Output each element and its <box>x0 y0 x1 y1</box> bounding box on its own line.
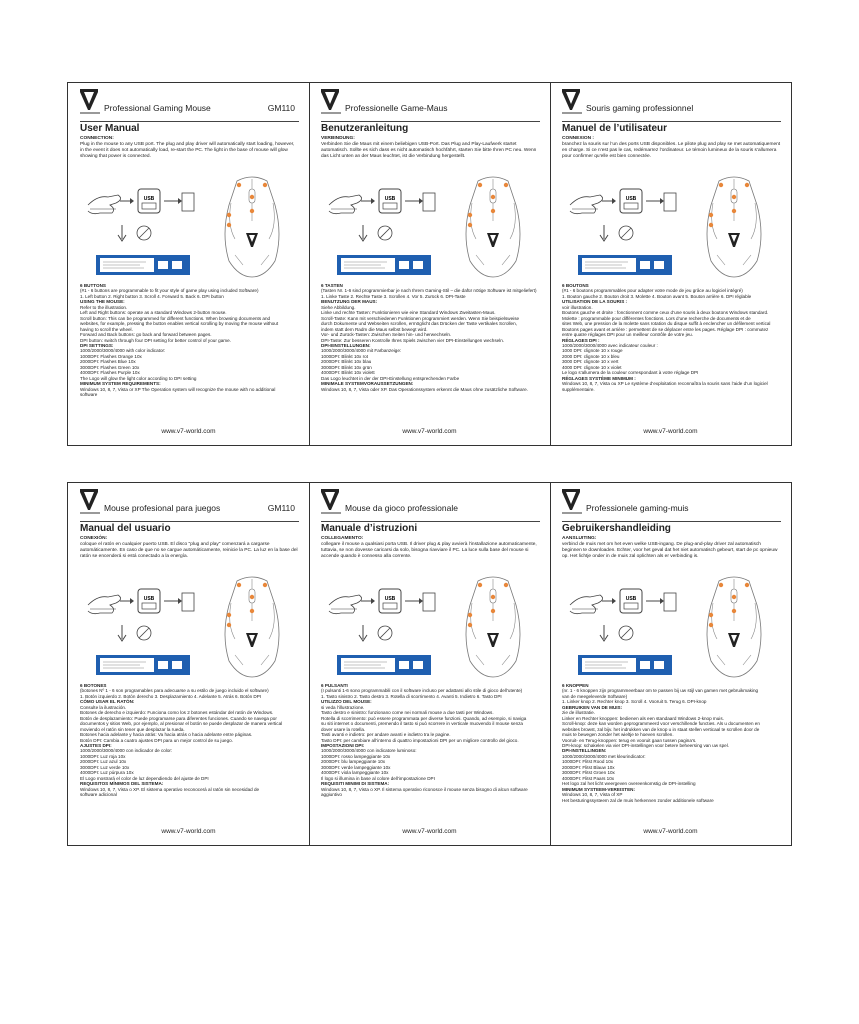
instruction-line: Left and Right buttons: operate as a standard Windows 2-button mouse. <box>80 310 227 316</box>
mouse-diagram <box>217 175 287 279</box>
instruction-line: 1000/2000/3000/4000 con indicador de color: <box>80 748 173 754</box>
mouse-diagram <box>458 575 528 679</box>
sheet-bottom <box>67 482 792 846</box>
instruction-line: Windows 10, 8, 7, Vista or XP The Operation system will recognize the mouse with no additional <box>80 386 276 392</box>
manual-panel <box>68 83 309 445</box>
manual-panel <box>309 83 550 445</box>
instruction-line: Il logo si illumina in base al colore dell’impostazione DPI <box>321 775 435 781</box>
mouse-diagram <box>217 575 287 679</box>
instructions-section <box>321 283 540 392</box>
footer-url[interactable]: www.v7-world.com <box>643 828 698 835</box>
illustration <box>323 575 540 685</box>
instruction-line: Tasto DPI: per cambiare all’interno di quattro impostazioni DPI per un migliore controllo del gioco. <box>321 737 519 743</box>
product-title: Professional Gaming Mouse <box>104 103 211 113</box>
instruction-line: 2000DPI: Luz azul 10x <box>80 759 127 765</box>
instruction-line: having to scroll the wheel. <box>80 326 133 332</box>
section-heading: 6 BOUTONS <box>562 283 589 288</box>
logo-subline <box>321 112 341 114</box>
instruction-line: Le logo s’allumera de la couleur correspondant à votre réglage DPI <box>562 370 699 376</box>
usb-plug-illustration <box>568 575 678 655</box>
instruction-line: DPI-Taste: Zur besseren Kontrolle Ihres Spiels zwischen vier DPI-Einstellungen wechseln. <box>321 337 505 343</box>
mouse-diagram <box>699 575 769 679</box>
footer-url[interactable]: www.v7-world.com <box>643 428 698 435</box>
instruction-line: 1000DPI: Luz roja 10x <box>80 753 126 759</box>
instruction-line: Botón DPI: Cambia a cuatro ajustes DPI para un mejor control de su juego. <box>80 737 233 743</box>
illustration <box>323 175 540 285</box>
instruction-line: zie de illustratie. <box>562 710 595 716</box>
instruction-line: 1000/2000/3000/4000 con indicatore luminoso: <box>321 748 417 754</box>
instruction-line: voir illustration. <box>562 304 593 310</box>
instruction-line: 3000DPI: Blinkt 10x grün <box>321 364 372 370</box>
section-heading: REQUISITI MINIMI DI SISTEMA: <box>321 781 390 787</box>
usb-label: USB <box>384 596 396 602</box>
instruction-line: indem statt dem Radm die Maus selbst bewegt wird. <box>321 326 428 332</box>
instruction-line: Linke und rechte Tasten: Funktionieren wie eine Standard Windows Zweitasten-Maus. <box>321 310 496 316</box>
panel-header <box>80 489 301 521</box>
instruction-line: The Logo will glow the light color according to DPI setting <box>80 375 197 381</box>
product-title: Mouse profesional para juegos <box>104 503 221 513</box>
product-title: Professionelle Game-Maus <box>345 103 448 113</box>
instruction-line: 4000DPI: Flashes Purple 10x <box>80 370 140 376</box>
instruction-line: dover usare la rotella. <box>321 726 366 732</box>
manual-title: User Manual <box>80 123 140 134</box>
instruction-line: 3000DPI: verde lampeggiante 10x <box>321 764 391 770</box>
instructions-section <box>562 283 781 392</box>
panel-header <box>562 489 783 521</box>
section-heading: UTILISATION DE LA SOURIS : <box>562 299 628 305</box>
connection-section <box>562 536 781 560</box>
section-heading: 6 BUTTONS <box>80 283 106 288</box>
section-heading: 6 BOTONES <box>80 683 107 688</box>
software-screen-illustration <box>578 255 672 275</box>
panel-header <box>321 89 542 121</box>
instruction-line: (Tasten Nr. 1-6 sind programmierbar je nach Ihrem Gaming-Stil – die dafür nötige Software ist mitgeliefert) <box>321 288 537 294</box>
section-heading: USING THE MOUSE: <box>80 299 125 305</box>
section-heading: MINIMUM SYSTEEM-VEREISTEN: <box>562 786 635 792</box>
instruction-line: 2000DPI: Flashes Blue 10x <box>80 359 136 365</box>
product-title: Professionele gaming-muis <box>586 503 689 513</box>
instruction-line: van de meegeleverde Software) <box>562 693 628 699</box>
instruction-line: 4000DPI: Luz púrpura 10x <box>80 770 134 776</box>
instruction-line: 1000DPI: Flashes Orange 10x <box>80 353 142 359</box>
instruction-line: Forward and Back buttons: go back and forward between pages. <box>80 332 212 338</box>
connection-section <box>80 536 299 560</box>
manual-panel <box>309 483 550 845</box>
instruction-line: Windows 10, 8, 7, Vista ou XP Le système d’exploitation reconnaîtra la souris sans l’aide d’un logiciel <box>562 381 768 387</box>
header-rule <box>562 121 781 122</box>
instruction-line: 1. Tasto sinistro 2. Tasto destro 3. Rotella di scorrimento 4. Avanti 5. Indietro 6. Tasto DPI <box>321 693 502 699</box>
instruction-line: Windows 10, 8, 7, Vista oder XP. Das Operationssystem erkennt die Maus ohne zusätzliche Software. <box>321 386 528 392</box>
section-heading: CÓMO USAR EL RATÓN: <box>80 699 135 705</box>
instruction-line: Vooruit- en Terug-knoppen: terug en vooruit gaan tussen pagina’s. <box>562 737 697 743</box>
usb-label: USB <box>625 196 637 202</box>
section-heading: RÉGLAGES SYSTÈME MINIMUM : <box>562 375 636 381</box>
instruction-line: 4000DPI: Blinkt 10x violett <box>321 370 375 376</box>
section-heading: MINIMUM SYSTEM REQUIREMENTS: <box>80 381 161 387</box>
section-heading: IMPOSTAZIONI DPI: <box>321 742 365 748</box>
instructions-section <box>80 683 299 798</box>
connection-text: Verbinden Sie die Maus mit einem beliebigen USB-Port. Das Plug and Play-Laufwerk startet automatisch. Sollte es sich dass es nicht automatisch hochfährt, starten Sie bitte Ihren PC neu. Wenn das Licht unten an der Maus leuchtet, ist die Verbindung hergestellt. <box>321 141 537 159</box>
section-heading: REQUISITOS MÍNIMOS DEL SISTEMA: <box>80 781 164 787</box>
software-screen-illustration <box>337 255 431 275</box>
instruction-line: Boutons pages avant et arrière : permettent de se déplacer entre les pages. Réglage DPI : commutez <box>562 326 769 332</box>
footer-url[interactable]: www.v7-world.com <box>161 828 216 835</box>
manual-panel <box>68 483 309 845</box>
section-heading: MINIMALE SYSTEMVORAUSSETZUNGEN: <box>321 381 414 387</box>
model-number: GM110 <box>267 103 295 113</box>
instruction-line: Scroll button: This can be programmed for different functions. When browsing documents and <box>80 315 271 321</box>
instruction-line: su siti internet o documenti, premendo il tasto si può scorrere in verticale muovendo il mouse senza <box>321 721 523 727</box>
usb-label: USB <box>625 596 637 602</box>
instruction-line: 4000DPI: Flitst Paars 10x <box>562 775 615 781</box>
instruction-line: 3000DPI: Flitst Groen 10x <box>562 770 615 776</box>
instruction-line: 1. Left button 2. Right button 3. Scroll 4. Forward 5. Back 6. DPI button <box>80 293 224 299</box>
section-heading: GEBRUIKEN VAN DE MUIS: <box>562 704 623 710</box>
section-heading: RÉGLAGES DPI : <box>562 337 600 343</box>
connection-heading: AANSLUITING: <box>562 536 597 541</box>
v7-logo-icon <box>321 89 339 111</box>
instruction-line: Windows 10, 8, 7, Vista o XP. El sistema operativo reconocerá al ratón sin necesidad de <box>80 786 260 792</box>
instruction-line: 3000DPI: Luz verde 10x <box>80 764 130 770</box>
header-rule <box>321 121 540 122</box>
v7-logo-icon <box>80 489 98 511</box>
instruction-line: 1. Bouton gauche 2. Bouton droit 3. Molette 4. Bouton avant 5. Bouton arrière 6. DPI réglable <box>562 293 752 299</box>
instruction-line: Rotella di scorrimento: può essere programmata per diverse funzioni. Quando, ad esempio, si naviga <box>321 715 527 721</box>
usb-label: USB <box>143 196 155 202</box>
connection-text: collegare il mouse a qualsiasi porta USB. Il driver plug & play avvierà l’installazione automaticamente, tuttavia, se non dovesse caricarsi da solo, bisogna riavviare il PC. La luce sulla base del mouse si accende quando è connesso alla corrente. <box>321 541 537 559</box>
connection-heading: CONEXIÓN: <box>80 536 108 541</box>
instruction-line: (I pulsanti 1-6 sono programmabili con il software incluso per adattarsi allo stile di gioco dell’utente) <box>321 688 523 694</box>
usb-label: USB <box>384 196 396 202</box>
instruction-line: 1000DPI: Blinkt 10x rot <box>321 353 368 359</box>
usb-plug-illustration <box>568 175 678 255</box>
instruction-line: 1000 DPI: clignote 10 x rouge <box>562 348 623 354</box>
instruction-line: Tasti avanti e indietro: per andare avanti e indietro tra le pagine. <box>321 732 451 738</box>
header-rule <box>562 521 781 522</box>
instruction-line: 1. Botón izquierdo 2. Botón derecho 3. Desplazamiento 4. Adelante 5. Atrás 6. Botón DPI <box>80 693 262 699</box>
instruction-line: documentos y sitios Web, por ejemplo, al presionar el botón se puede desplazar de manera vertical <box>80 721 283 727</box>
section-heading: DPI-EINSTELLUNGEN: <box>321 342 371 348</box>
instruction-line: software <box>80 392 98 398</box>
software-screen-illustration <box>96 255 190 275</box>
instruction-line: durch Dokumente und Webseiten scrollen, ermöglicht das Drücken der Taste vertikales Scrollen, <box>321 321 517 327</box>
section-heading: UTILIZZO DEL MOUSE: <box>321 699 372 705</box>
manual-title: Gebruikershandleiding <box>562 523 671 534</box>
instruction-line: 1000/2000/3000/4000 avec indicateur couleur : <box>562 342 658 348</box>
connection-heading: VERBINDUNG: <box>321 136 355 141</box>
instruction-line: 3000DPI: Flashes Green 10x <box>80 364 140 370</box>
instructions-section <box>80 283 299 398</box>
illustration <box>564 175 781 285</box>
manual-title: Manuel de l’utilisateur <box>562 123 668 134</box>
instruction-line: supplémentaire. <box>562 386 595 392</box>
instruction-line: websites browst, zal bijv. het indrukken van de knop u in staat stellen verticaal te scrollen door de <box>562 726 760 732</box>
instruction-line: 1000DPI: rosso lampeggiante 10x <box>321 753 391 759</box>
instruction-line: 2000 DPI: clignote 10 x bleu <box>562 353 620 359</box>
panel-divider <box>309 83 310 445</box>
manual-panel <box>550 83 791 445</box>
panel-divider <box>550 483 551 845</box>
instruction-line: aggiuntivo <box>321 792 342 798</box>
manual-title: Benutzeranleitung <box>321 123 409 134</box>
instruction-line: 1. Linke Taste 2. Rechte Taste 3. Scrollen 4. Vor 5. Zurück 6. DPI-Taste <box>321 293 466 299</box>
software-screen-illustration <box>337 655 431 675</box>
illustration <box>82 575 299 685</box>
instructions-section <box>562 683 781 803</box>
section-heading: DPI-INSTELLINGEN: <box>562 748 607 754</box>
section-heading: 6 KNOPPEN <box>562 683 589 688</box>
logo-subline <box>321 512 341 514</box>
panel-header <box>562 89 783 121</box>
logo-subline <box>80 112 100 114</box>
instruction-line: Botones de derecho e izquierdo: Funciona como los 2 botones estándar del ratón de Windows. <box>80 710 274 716</box>
instruction-line: (nr. 1 - 6 knoppen zijn programmeerbaar om te passen bij uw stijl van gamen met gebruikmaking <box>562 688 759 694</box>
sheet-top <box>67 82 792 446</box>
instruction-line: 1000/2000/3000/4000 met kleurindicator: <box>562 753 646 759</box>
logo-subline <box>80 512 100 514</box>
connection-heading: COLLEGAMENTO: <box>321 536 364 541</box>
instruction-line: 4000DPI: viola lampeggiante 10x <box>321 770 389 776</box>
illustration <box>564 575 781 685</box>
instruction-line: Windows 10, 8, 7, Vista of XP <box>562 792 623 798</box>
instruction-line: websites, for example, pressing the button enables vertical scrolling by moving the mouse without <box>80 321 279 327</box>
instruction-line: Het besturingssysteem zal de muis herkennen zonder additionele software <box>562 797 714 803</box>
instruction-line: Scroll-knop: deze kan worden geprogrammeerd voor verschillende functies. Als u documenten en <box>562 721 760 727</box>
usb-plug-illustration <box>86 175 196 255</box>
instruction-line: software adicional <box>80 792 117 798</box>
software-screen-illustration <box>578 655 672 675</box>
instruction-line: Consulte la ilustración. <box>80 704 127 710</box>
instruction-line: Vor- und Zurück-Tasten: Zwischen Seiten hin- und herwechseln. <box>321 332 452 338</box>
footer-url[interactable]: www.v7-world.com <box>402 828 457 835</box>
instruction-line: moviendo el ratón sin tener que desplazar la rueda. <box>80 726 185 732</box>
panel-header <box>80 89 301 121</box>
connection-section <box>562 136 781 160</box>
panel-divider <box>309 483 310 845</box>
manual-panel <box>550 483 791 845</box>
v7-logo-icon <box>562 89 580 111</box>
manual-title: Manual del usuario <box>80 523 171 534</box>
instruction-line: Siehe Abbildung. <box>321 304 356 310</box>
instruction-line: 1000/2000/3000/4000 mit Farbanzeige: <box>321 348 402 354</box>
section-heading: BENUTZUNG DER MAUS: <box>321 299 378 305</box>
logo-subline <box>562 512 582 514</box>
software-screen-illustration <box>96 655 190 675</box>
header-rule <box>321 521 540 522</box>
instruction-line: 2000DPI: Blinkt 10x blau <box>321 359 372 365</box>
section-heading: 6 TASTEN <box>321 283 343 288</box>
instruction-line: DPI-knop: schakelen via vier DPI-instellingen voor betere beheersing van uw spel. <box>562 742 729 748</box>
instruction-line: Molette : programmable pour différentes fonctions. Lors d’une recherche de documents et de <box>562 315 751 321</box>
model-number: GM110 <box>267 503 295 513</box>
instruction-line: 2000DPI: blu lampeggiante 10x <box>321 759 386 765</box>
connection-text: Plug in the mouse to any USB port. The plug and play driver will automatically start loading, however, in the event it does not automatically load, re-start the PC. The light in the base of mouse will glow showing that power is connected. <box>80 141 295 159</box>
panel-divider <box>550 83 551 445</box>
instruction-line: DPI button: switch through four DPI setting for better control of your game. <box>80 337 231 343</box>
instruction-line: entre quatre réglages DPI pour un meilleur contrôle de votre jeu. <box>562 332 693 338</box>
connection-heading: CONNECTION: <box>80 136 114 141</box>
panel-header <box>321 489 542 521</box>
instruction-line: si veda l’illustrazione. <box>321 704 365 710</box>
instruction-line: 2000DPI: Flitst Blauw 10x <box>562 764 615 770</box>
product-title: Mouse da gioco professionale <box>345 503 458 513</box>
footer-url[interactable]: www.v7-world.com <box>402 428 457 435</box>
instruction-line: (#1 - 6 buttons are programmable to fit your style of game play using included Software) <box>80 288 259 294</box>
connection-text: branchez la souris sur l’un des ports USB disponibles. Le pilote plug and play se met automatiquement en charge. Si ce n’est pas le cas, redémarrez l’ordinateur. Le témoin lumineux de la souris s’allumera pour confirmer qu’elle est bien connectée. <box>562 141 781 159</box>
v7-logo-icon <box>80 89 98 111</box>
v7-logo-icon <box>321 489 339 511</box>
connection-text: coloque el ratón en cualquier puerto USB. El disco "plug and play" comenzará a cargarse automáticamente. En caso de que no se cargue automáticamente, reinicie la PC. La luz en la base del ratón se encenderá si está conectado a la energía. <box>80 541 298 559</box>
instruction-line: muis te bewegen zonder het wieltje te hoeven scrollen. <box>562 732 674 738</box>
instruction-line: Windows 10, 8, 7, Vista o XP. Il sistema operativo riconosce il mouse senza bisogno di alcun software <box>321 786 528 792</box>
usb-plug-illustration <box>327 575 437 655</box>
connection-heading: CONNEXION : <box>562 136 594 141</box>
usb-plug-illustration <box>86 575 196 655</box>
connection-text: verbind de muis met om het even welke USB-ingang. De plug-and-play driver zal automatisch beginnen te downloaden. Echter, voor het geval dat het niet automatisch gebeurt, start de pc opnieuw op. Het lichtje onder in de muis zal oplichten als er verbinding is. <box>562 541 778 559</box>
mouse-diagram <box>699 175 769 279</box>
instruction-line: Botones hacia adelante y hacia atrás: Va hacia atrás o hacia adelante entre páginas. <box>80 732 253 738</box>
instruction-line: Botón de desplazamiento: Puede programarse para diferentes funciones. Cuando se navega por <box>80 715 277 721</box>
v7-logo-icon <box>562 489 580 511</box>
product-title: Souris gaming professionnel <box>586 103 694 113</box>
section-heading: 6 PULSANTI <box>321 683 348 688</box>
instruction-line: 1. Linker knop 2. Rechter knop 3. Scroll 4. Vooruit 5. Terug 6. DPI-knop <box>562 699 707 705</box>
instruction-line: sites Web, une pression de la molette sans rotation du disque suffit à enclencher un défilement vertical <box>562 321 771 327</box>
instruction-line: Tasto destro e sinistro: funzionano come nei normali mouse a due tasti per Windows. <box>321 710 494 716</box>
instruction-line: Linker en Rechter knoppen: bedienen als een standaard Windows 2-knop muis. <box>562 715 724 721</box>
header-rule <box>80 121 299 122</box>
instruction-line: El Logo mostrará el color de luz dependiendo del ajuste de DPI <box>80 775 209 781</box>
instruction-line: (botones Nº 1 - 6 son programables para adecuarse a su estilo de juego incluido el software) <box>80 688 269 694</box>
instruction-line: 1000/2000/3000/4000 with color indicator: <box>80 348 166 354</box>
instructions-section <box>321 683 540 798</box>
section-heading: DPI SETTINGS: <box>80 342 114 348</box>
connection-section <box>80 136 299 160</box>
instruction-line: 4000 DPI: clignote 10 x violet <box>562 364 622 370</box>
instruction-line: (#1 - 6 boutons programmables pour adapter votre mode de jeu grâce au logiciel intégré) <box>562 288 743 294</box>
header-rule <box>80 521 299 522</box>
connection-section <box>321 536 540 560</box>
manual-title: Manuale d’istruzioni <box>321 523 418 534</box>
mouse-diagram <box>458 175 528 279</box>
usb-plug-illustration <box>327 175 437 255</box>
instruction-line: Boutons gauche et droite : fonctionnent comme ceux d’une souris à deux boutons Windows standard. <box>562 310 769 316</box>
usb-label: USB <box>143 596 155 602</box>
illustration <box>82 175 299 285</box>
section-heading: AJUSTES DPI: <box>80 742 112 748</box>
footer-url[interactable]: www.v7-world.com <box>161 428 216 435</box>
instruction-line: Het logo zal het licht weergeven overeenkomstig de DPI-instelling <box>562 781 696 787</box>
instruction-line: 3000 DPI: clignote 10 x vert <box>562 359 619 365</box>
connection-section <box>321 136 540 160</box>
instruction-line: Scroll-Taste: Kann mit verschiedenen Funktionen programmiert werden. Wenn Sie beispielsweise <box>321 315 520 321</box>
instruction-line: 1000DPI: Flitst Rood 10x <box>562 759 614 765</box>
logo-subline <box>562 112 582 114</box>
instruction-line: Das Logo leuchtet in der der DPI-Einstellung entsprechenden Farbe <box>321 375 460 381</box>
instruction-line: Refer to the illustration. <box>80 304 128 310</box>
